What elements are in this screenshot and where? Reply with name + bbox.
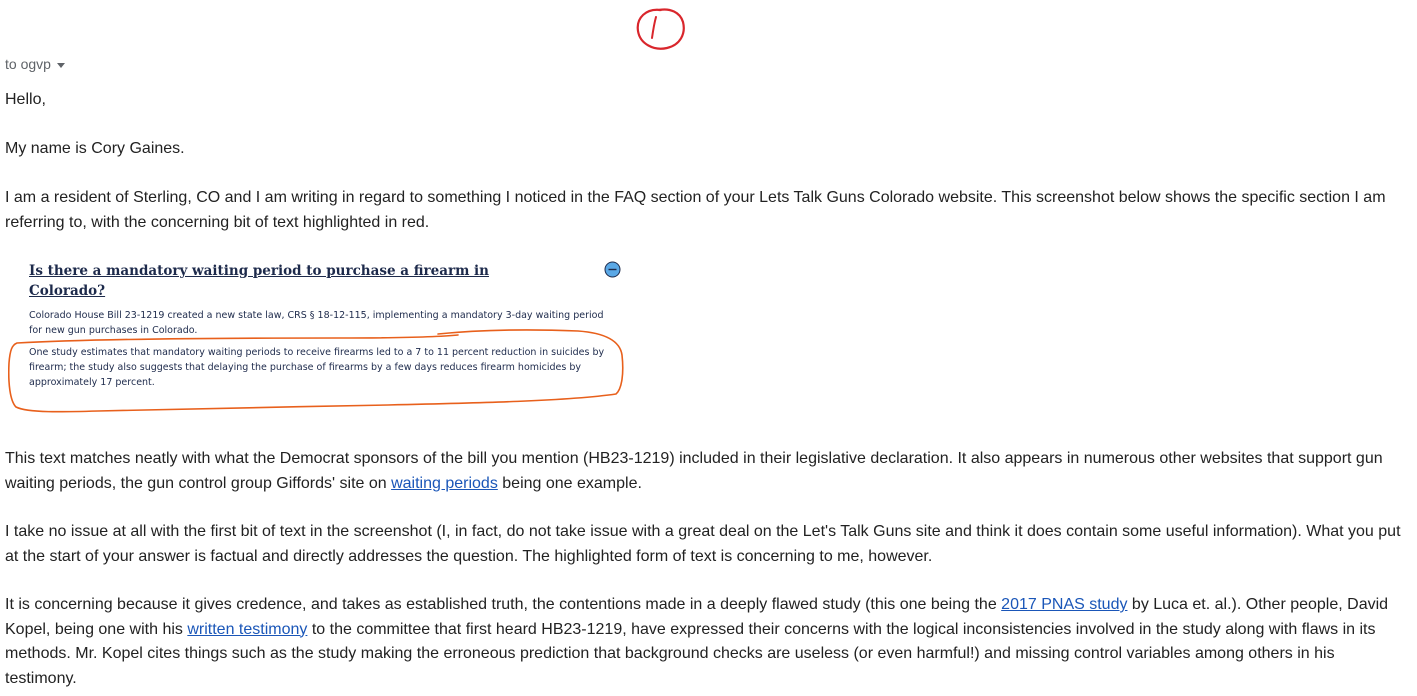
paragraph-4-text-2: by Luca et. al.). Other people, David Kopel, being one with his <box>5 596 1389 638</box>
waiting-periods-link[interactable]: waiting periods <box>391 474 498 492</box>
email-paragraph-1: I am a resident of Sterling, CO and I am writing in regard to something I noticed in the FAQ section of your Lets Talk Guns Colorado website. This screenshot below shows the specific section I am referring to, with the concerning bit of text highlighted in red. <box>5 189 1386 231</box>
recipient-line <box>5 56 65 72</box>
paragraph-2-text-end: being one example. <box>497 474 642 492</box>
paragraph-4-text-1: It is concerning because it gives credence, and takes as established truth, the contentions made in a deeply flawed study (this one being the <box>5 596 1002 613</box>
recipient-details-dropdown-icon[interactable] <box>57 63 65 68</box>
minus-circle-icon[interactable] <box>604 261 621 278</box>
circled-number-one-annotation-icon <box>634 4 686 54</box>
email-paragraph-4 <box>5 593 1409 691</box>
faq-question-heading: Is there a mandatory waiting period to purchase a firearm in Colorado? <box>29 263 489 299</box>
pnas-study-link[interactable]: 2017 PNAS study <box>1001 596 1128 613</box>
written-testimony-link[interactable]: written testimony <box>187 620 308 638</box>
email-paragraph-2 <box>5 447 1409 496</box>
recipient-label: to ogvp <box>5 56 51 72</box>
paragraph-4-text-3: to the committee that first heard HB23-1219, have expressed their concerns with the logical inconsistencies involved in the study along with flaws in its methods. Mr. Kopel cites things such as the study making the erroneous prediction that background checks are useless (or even harmful!) and missing control variables among others in his testimony. <box>5 620 1376 687</box>
email-paragraph-3: I take no issue at all with the first bit of text in the screenshot (I, in fact, do not take issue with a great deal on the Let's Talk Guns site and think it does contain some useful information). What you put at the start of your answer is factual and directly addresses the question. The highlighted form of text is concerning to me, however. <box>5 523 1401 565</box>
paragraph-2-text: This text matches neatly with what the Democrat sponsors of the bill you mention (HB23-1219) included in their legislative declaration. It also appears in numerous other websites that support gun waiting periods, the gun control group Giffords' site on <box>5 450 1383 492</box>
email-intro: My name is Cory Gaines. <box>5 140 185 157</box>
embedded-faq-screenshot <box>8 255 628 420</box>
faq-answer-text-highlighted: One study estimates that mandatory waiting periods to receive firearms led to a 7 to 11 percent reduction in suicides by firearm; the study also suggests that delaying the purchase of firearms by a few days reduces firearm homicides by approximately 17 percent. <box>29 347 605 388</box>
faq-answer-text-1: Colorado House Bill 23-1219 created a new state law, CRS § 18-12-115, implementing a mandatory 3-day waiting period for new gun purchases in Colorado. <box>29 310 604 336</box>
email-greeting: Hello, <box>5 91 46 108</box>
